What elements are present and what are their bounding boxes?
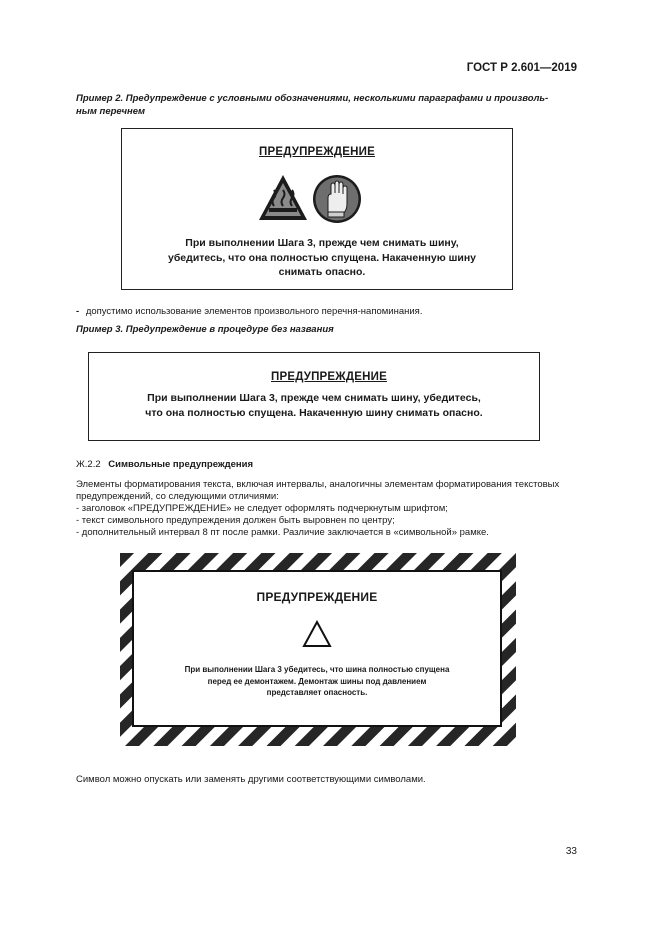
warning-triangle-icon xyxy=(302,620,332,648)
closing-text: Символ можно опускать или заменять другими соответствующими символами. xyxy=(76,774,426,785)
warning-box-message xyxy=(134,236,510,280)
section-paragraph xyxy=(76,479,596,539)
symbolic-warning-frame xyxy=(120,553,516,746)
warning-box-title: ПРЕДУПРЕЖДЕНИЕ xyxy=(256,590,378,604)
warning-box-with-symbols xyxy=(121,128,513,290)
warning-message-line2: перед ее демонтажем. Демонтаж шины под давлением xyxy=(207,676,427,686)
paragraph-line2: предупреждений, со следующими отличиями: xyxy=(76,491,279,502)
section-title: Символьные предупреждения xyxy=(108,459,254,470)
paragraph-line1: Элементы форматирования текста, включая интервалы, аналогичны элементам форматирования текстовых xyxy=(76,479,560,490)
warning-message-line2: убедитесь, что она полностью спущена. Накаченную шину xyxy=(167,251,477,264)
warning-message-line3: представляет опасность. xyxy=(266,688,368,697)
example2-caption xyxy=(76,92,576,118)
protective-gloves-icon xyxy=(312,174,362,224)
list-item: - дополнительный интервал 8 пт после рамки. Различие заключается в «символьной» рамке. xyxy=(76,527,489,538)
warning-message-line1: При выполнении Шага 3 убедитесь, что шина полностью спущена xyxy=(184,665,450,674)
list-item: - текст символьного предупреждения должен быть выровнен по центру; xyxy=(76,515,395,526)
warning-message-line1: При выполнении Шага 3, прежде чем снимать шину, xyxy=(185,237,459,249)
document-number: ГОСТ Р 2.601—2019 xyxy=(466,62,577,74)
example2-caption-line1: Пример 2. Предупреждение с условными обозначениями, несколькими параграфами и произволь- xyxy=(76,93,549,104)
warning-box-message xyxy=(140,664,494,699)
section-number: Ж.2.2 xyxy=(76,459,101,470)
hot-surface-warning-icon xyxy=(258,174,308,222)
warning-message-line3: снимать опасно. xyxy=(278,266,366,278)
section-heading xyxy=(76,459,253,471)
warning-box-message xyxy=(95,391,533,420)
note-bullet: - xyxy=(76,306,80,317)
warning-box-title: ПРЕДУПРЕЖДЕНИЕ xyxy=(259,146,375,158)
note-item xyxy=(76,306,422,318)
note-text: допустимо использование элементов произвольного перечня-напоминания. xyxy=(85,306,423,317)
warning-box-title: ПРЕДУПРЕЖДЕНИЕ xyxy=(271,371,387,383)
warning-message-line1: При выполнении Шага 3, прежде чем снимать шину, убедитесь, xyxy=(147,392,481,404)
example3-caption: Пример 3. Предупреждение в процедуре без названия xyxy=(76,324,334,335)
list-item: - заголовок «ПРЕДУПРЕЖДЕНИЕ» не следует оформлять подчеркнутым шрифтом; xyxy=(76,503,448,514)
page-number: 33 xyxy=(565,846,577,857)
example2-caption-line2: ным перечнем xyxy=(76,106,146,117)
symbolic-warning-box xyxy=(132,570,502,727)
warning-box-plain xyxy=(88,352,540,441)
warning-message-line2: что она полностью спущена. Накаченную шину снимать опасно. xyxy=(145,406,483,419)
